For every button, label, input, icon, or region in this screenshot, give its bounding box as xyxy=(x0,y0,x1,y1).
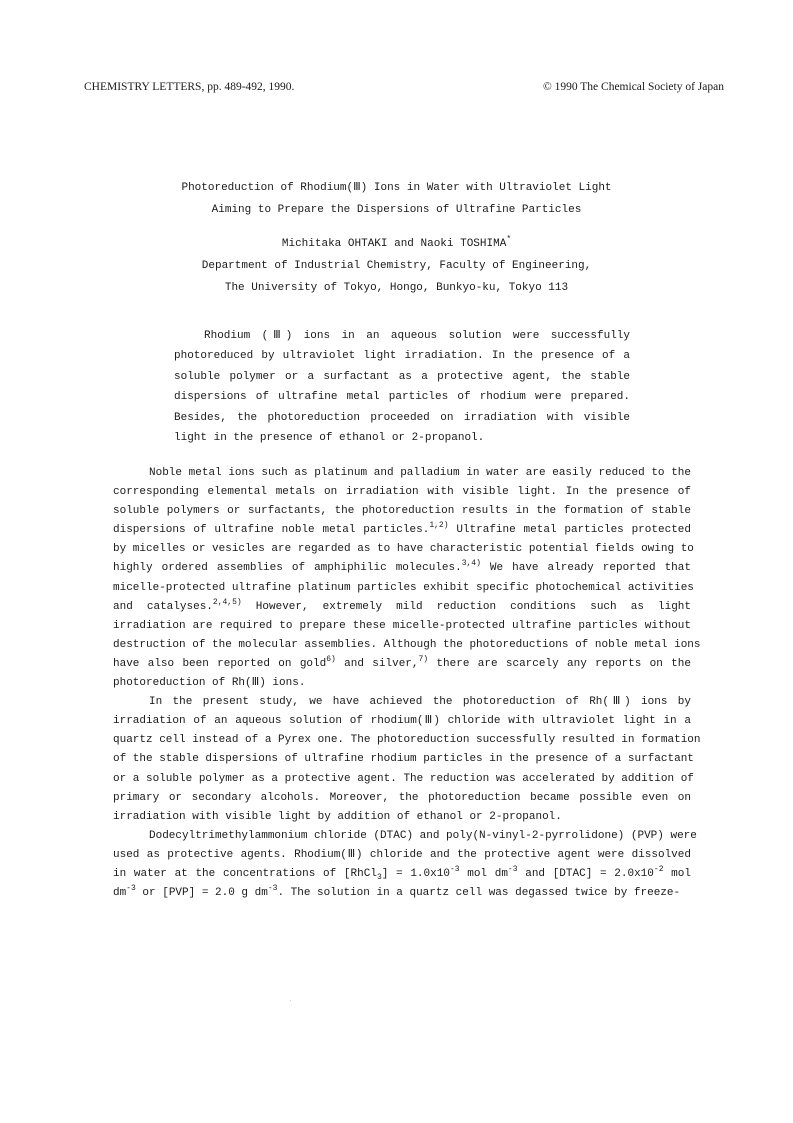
body-line: primary or secondary alcohols. Moreover, the photoreduction became possible even on xyxy=(113,791,691,804)
abstract-line: Besides, the photoreduction proceeded on irradiation with visible xyxy=(174,411,630,424)
body-line: used as protective agents. Rhodium(Ⅲ) chloride and the protective agent were dissolved xyxy=(113,848,691,861)
author-line xyxy=(0,233,793,255)
body-line: destruction of the molecular assemblies. Although the photoreductions of noble metal ions xyxy=(113,638,701,651)
body-line: soluble polymers or surfactants, the photoreduction results in the formation of stable xyxy=(113,505,691,518)
body-line: irradiation with visible light by addition of ethanol or 2-propanol. xyxy=(113,810,562,823)
affiliation-line-1: Department of Industrial Chemistry, Faculty of Engineering, xyxy=(201,260,592,272)
title-block xyxy=(0,177,793,299)
body-line: have also been reported on gold$^{6)}$ and silver,$^{7)}$ there are scarcely any reports on the xyxy=(113,654,691,670)
body-line: dispersions of ultrafine noble metal particles.$^{1,2)}$ Ultrafine metal particles protected xyxy=(113,521,691,537)
abstract-line: Rhodium (Ⅲ) ions in an aqueous solution were successfully xyxy=(204,330,630,342)
paper-title-line-1: Photoreduction of Rhodium(Ⅲ) Ions in Water with Ultraviolet Light xyxy=(181,182,612,194)
citation-ref: 2,4,5) xyxy=(212,597,242,607)
body-line: irradiation are required to prepare these micelle-protected ultrafine particles without xyxy=(113,619,691,632)
affiliation-line-2: The University of Tokyo, Hongo, Bunkyo-ku, Tokyo 113 xyxy=(224,282,569,294)
body-line: Dodecyltrimethylammonium chloride (DTAC) and poly(N-vinyl-2-pyrrolidone) (PVP) were xyxy=(149,829,697,842)
citation-ref: 6) xyxy=(326,654,336,664)
abstract-line: dispersions of ultrafine metal particles of rhodium were prepared. xyxy=(174,391,630,404)
body-line: $dm^{-3}$ or [PVP] = 2.0 g $dm^{-3}$. The solution in a quartz cell was degassed twice by freeze- xyxy=(113,884,681,900)
body-line: corresponding elemental metals on irradiation with visible light. In the presence of xyxy=(113,486,691,499)
body-line: In the present study, we have achieved the photoreduction of Rh(Ⅲ) ions by xyxy=(149,696,691,709)
body-line: photoreduction of Rh(Ⅲ) ions. xyxy=(113,677,306,690)
body-line: of the stable dispersions of ultrafine rhodium particles in the presence of a surfactant xyxy=(113,753,694,766)
body-line: highly ordered assemblies of amphiphilic molecules.$^{3,4)}$ We have already reported that xyxy=(113,559,691,575)
citation-ref: 3,4) xyxy=(461,559,481,569)
abstract xyxy=(174,326,630,448)
author-names: Michitaka OHTAKI and Naoki TOSHIMA xyxy=(281,238,507,250)
body-line: irradiation of an aqueous solution of rhodium(Ⅲ) chloride with ultraviolet light in a xyxy=(113,715,691,728)
running-header xyxy=(84,81,724,101)
body-line: or a soluble polymer as a protective agent. The reduction was accelerated by addition of xyxy=(113,772,694,785)
abstract-line: soluble polymer or a surfactant as a protective agent, the stable xyxy=(174,370,630,383)
journal-citation: CHEMISTRY LETTERS, pp. 489-492, 1990. xyxy=(84,81,295,93)
scan-speck xyxy=(290,1000,291,1001)
citation-ref: 1,2) xyxy=(429,521,449,531)
body-text xyxy=(113,464,701,903)
body-line: and catalyses.$^{2,4,5)}$ However, extremely mild reduction conditions such as light xyxy=(113,597,692,613)
corresponding-author-mark: * xyxy=(506,235,512,244)
body-line: by micelles or vesicles are regarded as to have characteristic potential fields owing to xyxy=(113,543,694,556)
paper-title-line-2: Aiming to Prepare the Dispersions of Ultrafine Particles xyxy=(211,204,582,216)
abstract-line: photoreduced by ultraviolet light irradiation. In the presence of a xyxy=(174,350,630,363)
abstract-line: light in the presence of ethanol or 2-propanol. xyxy=(174,432,485,445)
body-line: in water at the concentrations of [RhCl$_3$] = $1.0x10^{-3}$ mol $dm^{-3}$ and [DTAC] = $2.0x10^{-2}$ mol xyxy=(113,864,691,882)
body-line: quartz cell instead of a Pyrex one. The photoreduction successfully resulted in formation xyxy=(113,734,701,747)
copyright-notice: © 1990 The Chemical Society of Japan xyxy=(543,81,724,93)
body-line: Noble metal ions such as platinum and palladium in water are easily reduced to the xyxy=(149,467,691,479)
body-line: micelle-protected ultrafine platinum particles exhibit specific photochemical activities xyxy=(113,581,694,594)
citation-ref: 7) xyxy=(418,654,429,664)
